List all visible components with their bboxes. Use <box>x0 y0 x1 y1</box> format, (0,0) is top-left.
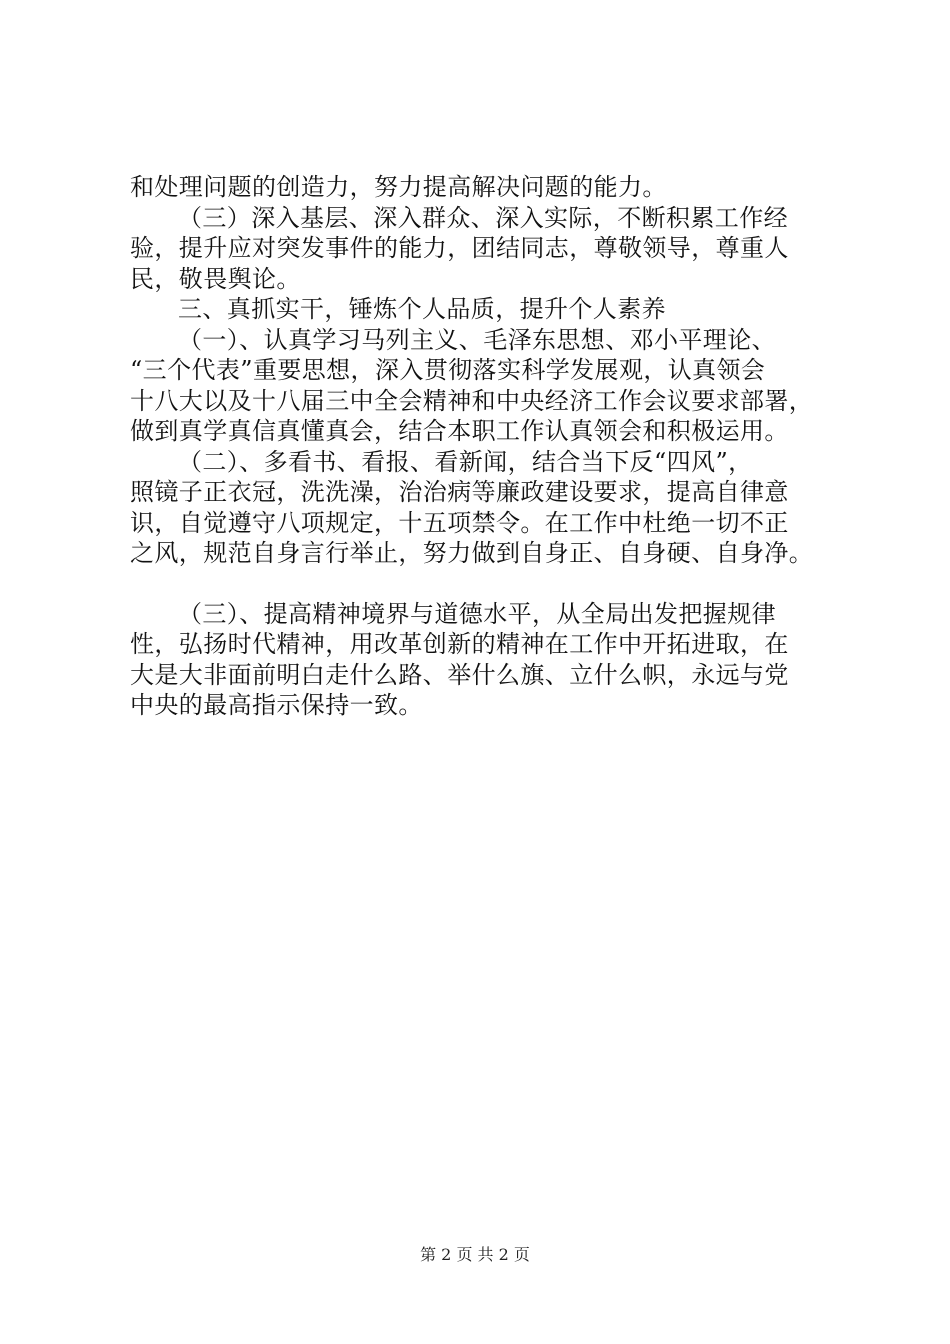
section-title: 三、真抓实干，锤炼个人品质，提升个人素养 <box>178 295 666 323</box>
text-line: “三个代表”重要思想，深入贯彻落实科学发展观，认真领会 <box>130 356 766 384</box>
paragraph-continuation <box>130 172 830 203</box>
paragraph-spacer <box>130 569 830 599</box>
page-footer <box>0 1245 950 1265</box>
text-line: 民，敬畏舆论。 <box>130 264 301 293</box>
section-heading <box>130 294 830 325</box>
text-line: （三）、提高精神境界与道德水平，从全局出发把握规律 <box>178 599 776 628</box>
text-line: （一）、认真学习马列主义、毛泽东思想、邓小平理论、 <box>178 325 776 354</box>
text-line: 性，弘扬时代精神，用改革创新的精神在工作中开拓进取，在 <box>130 630 789 658</box>
text-line: 大是大非面前明白走什么路、举什么旗、立什么帜，永远与党 <box>130 660 789 689</box>
text-line: （二）、多看书、看报、看新闻，结合当下反“四风”， <box>178 447 753 476</box>
text-line: 之风，规范自身言行举止，努力做到自身正、自身硬、自身净。 <box>130 539 814 567</box>
document-body <box>130 172 830 721</box>
text-line: 和处理问题的创造力，努力提高解决问题的能力。 <box>130 173 667 201</box>
text-line: 做到真学真信真懂真会，结合本职工作认真领会和积极运用。 <box>130 417 789 445</box>
text-line: 中央的最高指示保持一致。 <box>130 691 423 719</box>
text-line: 识，自觉遵守八项规定，十五项禁令。在工作中杜绝一切不正 <box>130 508 789 537</box>
text-line: （三）深入基层、深入群众、深入实际，不断积累工作经 <box>178 203 788 232</box>
text-line: 十八大以及十八届三中全会精神和中央经济工作会议要求部署， <box>130 386 814 415</box>
paragraph-item-three <box>130 203 830 295</box>
paragraph-item-two <box>130 447 830 569</box>
page-number-label: 第 2 页 共 2 页 <box>420 1245 530 1264</box>
paragraph-item-one <box>130 325 830 447</box>
text-line: 照镜子正衣冠，洗洗澡，治治病等廉政建设要求，提高自律意 <box>130 478 789 506</box>
text-line: 验，提升应对突发事件的能力，团结同志，尊敬领导，尊重人 <box>130 234 789 262</box>
paragraph-item-three-b <box>130 599 830 721</box>
